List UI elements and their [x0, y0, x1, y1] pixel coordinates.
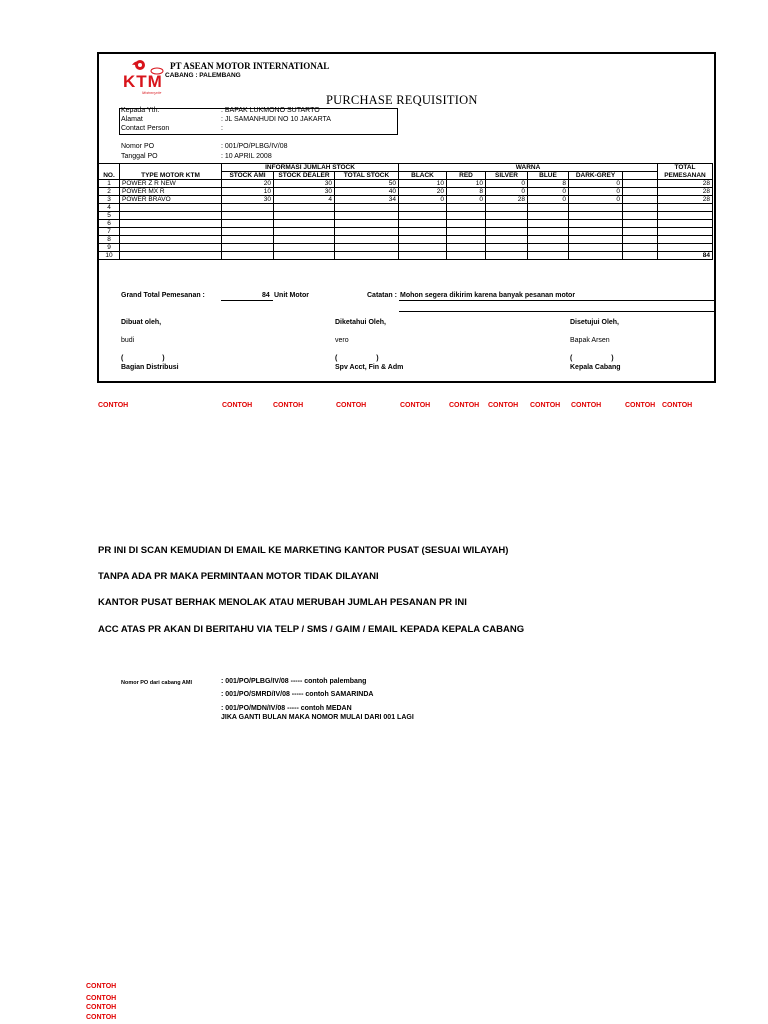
table-row — [99, 220, 713, 228]
logo-subtitle: Motorcycle — [142, 90, 162, 95]
header-col-red: RED — [447, 172, 486, 180]
catatan-label: Catatan : — [367, 292, 397, 299]
table-cell-col-dark-grey — [569, 212, 623, 220]
table-cell-col-dark-grey: 0 — [569, 188, 623, 196]
table-cell-col-black: 10 — [399, 180, 447, 188]
table-cell-col-extra — [623, 244, 658, 252]
table-cell-col-stock-ami — [222, 228, 274, 236]
table-cell-col-extra — [623, 220, 658, 228]
po-example-label: Nomor PO dari cabang AMI — [121, 680, 193, 686]
po-number-label: Nomor PO — [121, 143, 155, 150]
table-cell-col-type — [120, 252, 222, 260]
group-header-info: INFORMASI JUMLAH STOCK — [222, 164, 399, 172]
table-cell-col-black — [399, 204, 447, 212]
table-cell-col-stock-ami — [222, 236, 274, 244]
table-cell-col-black — [399, 244, 447, 252]
table-cell-col-pemesanan: 84 — [658, 252, 713, 260]
contoh-stamp: CONTOH — [86, 1014, 117, 1021]
table-cell-col-no: 1 — [99, 180, 120, 188]
sign-approved-bracket: ( ) — [570, 355, 614, 362]
grand-total-unit: Unit Motor — [274, 292, 309, 299]
table-cell-col-stock-dealer — [274, 228, 335, 236]
po-example-line: : 001/PO/SMRD/IV/08 ----- contoh SAMARINDA — [221, 691, 374, 698]
table-cell-col-type — [120, 220, 222, 228]
table-cell-col-type: POWER MX R — [120, 188, 222, 196]
catatan-value: Mohon segera dikirim karena banyak pesanan motor — [400, 292, 576, 299]
table-row — [99, 228, 713, 236]
po-example-line: : 001/PO/MDN/IV/08 ----- contoh MEDAN — [221, 705, 352, 712]
table-cell-col-extra — [623, 212, 658, 220]
recipient-value-kepada: : BAPAK LUKMONO SUTARTO — [221, 107, 320, 114]
table-cell-col-type: POWER Z R NEW — [120, 180, 222, 188]
sign-approved-name: Bapak Arsen — [570, 337, 610, 344]
recipient-value-contact: : — [221, 125, 223, 132]
table-cell-col-stock-ami — [222, 244, 274, 252]
sign-made-role: Bagian Distribusi — [121, 364, 179, 371]
table-cell-col-red — [447, 236, 486, 244]
table-cell-col-blue — [528, 212, 569, 220]
table-cell-col-extra — [623, 204, 658, 212]
table-cell-col-no: 2 — [99, 188, 120, 196]
table-cell-col-dark-grey: 0 — [569, 196, 623, 204]
table-cell-col-stock-ami: 20 — [222, 180, 274, 188]
table-cell-col-silver: 0 — [486, 180, 528, 188]
table-cell-col-stock-ami: 10 — [222, 188, 274, 196]
table-cell-col-type — [120, 228, 222, 236]
table-cell-col-no: 10 — [99, 252, 120, 260]
header-col-stock-dealer: STOCK DEALER — [274, 172, 335, 180]
table-cell-col-pemesanan: 28 — [658, 196, 713, 204]
table-cell-col-type — [120, 212, 222, 220]
table-cell-col-silver: 28 — [486, 196, 528, 204]
table-cell-col-pemesanan — [658, 228, 713, 236]
table-cell-col-type — [120, 236, 222, 244]
table-cell-col-blue: 0 — [528, 196, 569, 204]
table-cell-col-type — [120, 244, 222, 252]
table-cell-col-blue — [528, 220, 569, 228]
table-cell-col-black — [399, 220, 447, 228]
po-date-value: : 10 APRIL 2008 — [221, 153, 272, 160]
table-cell-col-total-stock — [335, 236, 399, 244]
recipient-label-alamat: Alamat — [121, 116, 143, 123]
table-row — [99, 212, 713, 220]
table-cell-col-red: 10 — [447, 180, 486, 188]
table-cell-col-blue — [528, 236, 569, 244]
contoh-stamp: CONTOH — [273, 402, 304, 409]
table-cell-col-extra — [623, 196, 658, 204]
table-cell-col-type: POWER BRAVO — [120, 196, 222, 204]
table-cell-col-red — [447, 212, 486, 220]
table-cell-col-silver — [486, 204, 528, 212]
table-cell-col-no: 3 — [99, 196, 120, 204]
table-cell-col-no: 5 — [99, 212, 120, 220]
table-group-header-row — [99, 164, 713, 172]
table-row — [99, 244, 713, 252]
table-cell-col-stock-ami — [222, 220, 274, 228]
table-cell-col-stock-dealer: 4 — [274, 196, 335, 204]
grand-total-value: 84 — [262, 292, 270, 299]
catatan-line-1 — [399, 300, 716, 301]
table-cell-col-stock-ami — [222, 212, 274, 220]
table-row — [99, 236, 713, 244]
table-cell-col-no: 7 — [99, 228, 120, 236]
table-row — [99, 252, 713, 260]
sign-made-heading: Dibuat oleh, — [121, 319, 162, 326]
group-header-empty — [99, 164, 120, 172]
note-line: PR INI DI SCAN KEMUDIAN DI EMAIL KE MARKETING KANTOR PUSAT (SESUAI WILAYAH) — [98, 545, 509, 556]
table-cell-col-stock-dealer — [274, 244, 335, 252]
table-row — [99, 188, 713, 196]
table-cell-col-blue — [528, 252, 569, 260]
table-cell-col-black — [399, 252, 447, 260]
table-cell-col-extra — [623, 228, 658, 236]
recipient-label-contact: Contact Person — [121, 125, 170, 132]
recipient-label-kepada: Kepada Yth. — [121, 107, 160, 114]
sign-approved-heading: Disetujui Oleh, — [570, 319, 620, 326]
table-cell-col-blue: 8 — [528, 180, 569, 188]
table-cell-col-total-stock — [335, 212, 399, 220]
table-cell-col-extra — [623, 236, 658, 244]
po-number-value: : 001/PO/PLBG/IV/08 — [221, 143, 288, 150]
table-cell-col-black: 20 — [399, 188, 447, 196]
table-cell-col-silver: 0 — [486, 188, 528, 196]
contoh-stamp: CONTOH — [488, 402, 519, 409]
table-cell-col-stock-dealer: 30 — [274, 180, 335, 188]
logo-wordmark: KTM — [123, 72, 163, 91]
recipient-value-alamat: : JL SAMANHUDI NO 10 JAKARTA — [221, 116, 331, 123]
header-col-no: NO. — [99, 172, 120, 180]
grand-total-label: Grand Total Pemesanan : — [121, 292, 205, 299]
table-cell-col-stock-dealer — [274, 212, 335, 220]
table-cell-col-dark-grey: 0 — [569, 180, 623, 188]
contoh-stamp: CONTOH — [86, 995, 117, 1002]
sign-made-bracket: ( ) — [121, 355, 165, 362]
table-cell-col-extra — [623, 252, 658, 260]
table-cell-col-silver — [486, 252, 528, 260]
header-col-type: TYPE MOTOR KTM — [120, 172, 222, 180]
contoh-stamp: CONTOH — [662, 402, 693, 409]
table-cell-col-stock-dealer — [274, 204, 335, 212]
table-cell-col-black — [399, 236, 447, 244]
sign-known-role: Spv Acct, Fin & Adm — [335, 364, 404, 371]
table-cell-col-blue — [528, 228, 569, 236]
group-header-total: TOTAL — [658, 164, 713, 172]
table-cell-col-silver — [486, 244, 528, 252]
note-line: ACC ATAS PR AKAN DI BERITAHU VIA TELP / SMS / GAIM / EMAIL KEPADA KEPALA CABANG — [98, 624, 525, 635]
header-col-dark-grey: DARK-GREY — [569, 172, 623, 180]
table-cell-col-red — [447, 220, 486, 228]
table-cell-col-blue: 0 — [528, 188, 569, 196]
table-cell-col-no: 4 — [99, 204, 120, 212]
table-cell-col-pemesanan: 28 — [658, 180, 713, 188]
note-line: KANTOR PUSAT BERHAK MENOLAK ATAU MERUBAH JUMLAH PESANAN PR INI — [98, 597, 467, 608]
grand-total-underline — [221, 300, 273, 301]
table-cell-col-black — [399, 228, 447, 236]
table-cell-col-blue — [528, 204, 569, 212]
header-col-silver: SILVER — [486, 172, 528, 180]
table-cell-col-silver — [486, 236, 528, 244]
table-cell-col-dark-grey — [569, 252, 623, 260]
table-cell-col-no: 8 — [99, 236, 120, 244]
table-cell-col-dark-grey — [569, 204, 623, 212]
sign-known-heading: Diketahui Oleh, — [335, 319, 386, 326]
table-cell-col-blue — [528, 244, 569, 252]
table-cell-col-no: 6 — [99, 220, 120, 228]
table-cell-col-dark-grey — [569, 244, 623, 252]
contoh-stamp: CONTOH — [86, 1004, 117, 1011]
table-cell-col-total-stock — [335, 220, 399, 228]
contoh-stamp: CONTOH — [336, 402, 367, 409]
table-cell-col-silver — [486, 212, 528, 220]
table-row — [99, 180, 713, 188]
contoh-stamp: CONTOH — [530, 402, 561, 409]
contoh-stamp: CONTOH — [625, 402, 656, 409]
page-title: PURCHASE REQUISITION — [326, 93, 478, 107]
table-cell-col-pemesanan: 28 — [658, 188, 713, 196]
header-col-stock-ami: STOCK AMI — [222, 172, 274, 180]
header-col-blue: BLUE — [528, 172, 569, 180]
table-cell-col-total-stock: 50 — [335, 180, 399, 188]
group-header-empty — [120, 164, 222, 172]
contoh-stamp: CONTOH — [571, 402, 602, 409]
header-col-extra — [623, 172, 658, 180]
branch-name: CABANG : PALEMBANG — [165, 72, 241, 79]
company-name: PT ASEAN MOTOR INTERNATIONAL — [170, 61, 330, 71]
note-line: TANPA ADA PR MAKA PERMINTAAN MOTOR TIDAK DILAYANI — [98, 571, 379, 582]
table-cell-col-red — [447, 244, 486, 252]
table-cell-col-stock-dealer — [274, 236, 335, 244]
sign-known-name: vero — [335, 337, 349, 344]
table-row — [99, 196, 713, 204]
table-cell-col-pemesanan — [658, 212, 713, 220]
table-cell-col-black — [399, 212, 447, 220]
table-cell-col-red: 0 — [447, 196, 486, 204]
table-cell-col-stock-ami — [222, 252, 274, 260]
header-col-pemesanan: PEMESANAN — [658, 172, 713, 180]
table-cell-col-red — [447, 204, 486, 212]
table-cell-col-stock-dealer: 30 — [274, 188, 335, 196]
catatan-line-2 — [399, 311, 716, 312]
table-cell-col-red — [447, 228, 486, 236]
table-row — [99, 204, 713, 212]
table-cell-col-total-stock — [335, 244, 399, 252]
po-example-line: JIKA GANTI BULAN MAKA NOMOR MULAI DARI 001 LAGI — [221, 714, 414, 721]
table-cell-col-pemesanan — [658, 244, 713, 252]
table-cell-col-pemesanan — [658, 236, 713, 244]
contoh-stamp: CONTOH — [400, 402, 431, 409]
table-cell-col-total-stock: 34 — [335, 196, 399, 204]
group-header-warna: WARNA — [399, 164, 658, 172]
table-cell-col-red: 8 — [447, 188, 486, 196]
table-cell-col-total-stock — [335, 204, 399, 212]
sign-known-bracket: ( ) — [335, 355, 379, 362]
table-cell-col-silver — [486, 220, 528, 228]
sign-made-name: budi — [121, 337, 135, 344]
contoh-stamp: CONTOH — [449, 402, 480, 409]
table-cell-col-stock-ami: 30 — [222, 196, 274, 204]
order-table — [98, 163, 713, 260]
contoh-stamp: CONTOH — [222, 402, 253, 409]
table-cell-col-total-stock — [335, 252, 399, 260]
table-cell-col-total-stock — [335, 228, 399, 236]
contoh-stamp: CONTOH — [86, 983, 117, 990]
sign-approved-role: Kepala Cabang — [570, 364, 621, 371]
table-cell-col-pemesanan — [658, 204, 713, 212]
table-header-row — [99, 172, 713, 180]
table-cell-col-extra — [623, 180, 658, 188]
table-cell-col-dark-grey — [569, 236, 623, 244]
contoh-stamp: CONTOH — [98, 402, 129, 409]
table-cell-col-type — [120, 204, 222, 212]
table-cell-col-stock-dealer — [274, 220, 335, 228]
table-cell-col-silver — [486, 228, 528, 236]
table-cell-col-stock-dealer — [274, 252, 335, 260]
table-cell-col-dark-grey — [569, 228, 623, 236]
po-date-label: Tanggal PO — [121, 153, 158, 160]
table-cell-col-total-stock: 40 — [335, 188, 399, 196]
table-cell-col-no: 9 — [99, 244, 120, 252]
table-cell-col-black: 0 — [399, 196, 447, 204]
table-cell-col-pemesanan — [658, 220, 713, 228]
header-col-black: BLACK — [399, 172, 447, 180]
table-cell-col-extra — [623, 188, 658, 196]
table-cell-col-stock-ami — [222, 204, 274, 212]
header-col-total-stock: TOTAL STOCK — [335, 172, 399, 180]
table-body — [99, 180, 713, 260]
table-cell-col-dark-grey — [569, 220, 623, 228]
po-example-line: : 001/PO/PLBG/IV/08 ----- contoh palembang — [221, 678, 367, 685]
table-cell-col-red — [447, 252, 486, 260]
